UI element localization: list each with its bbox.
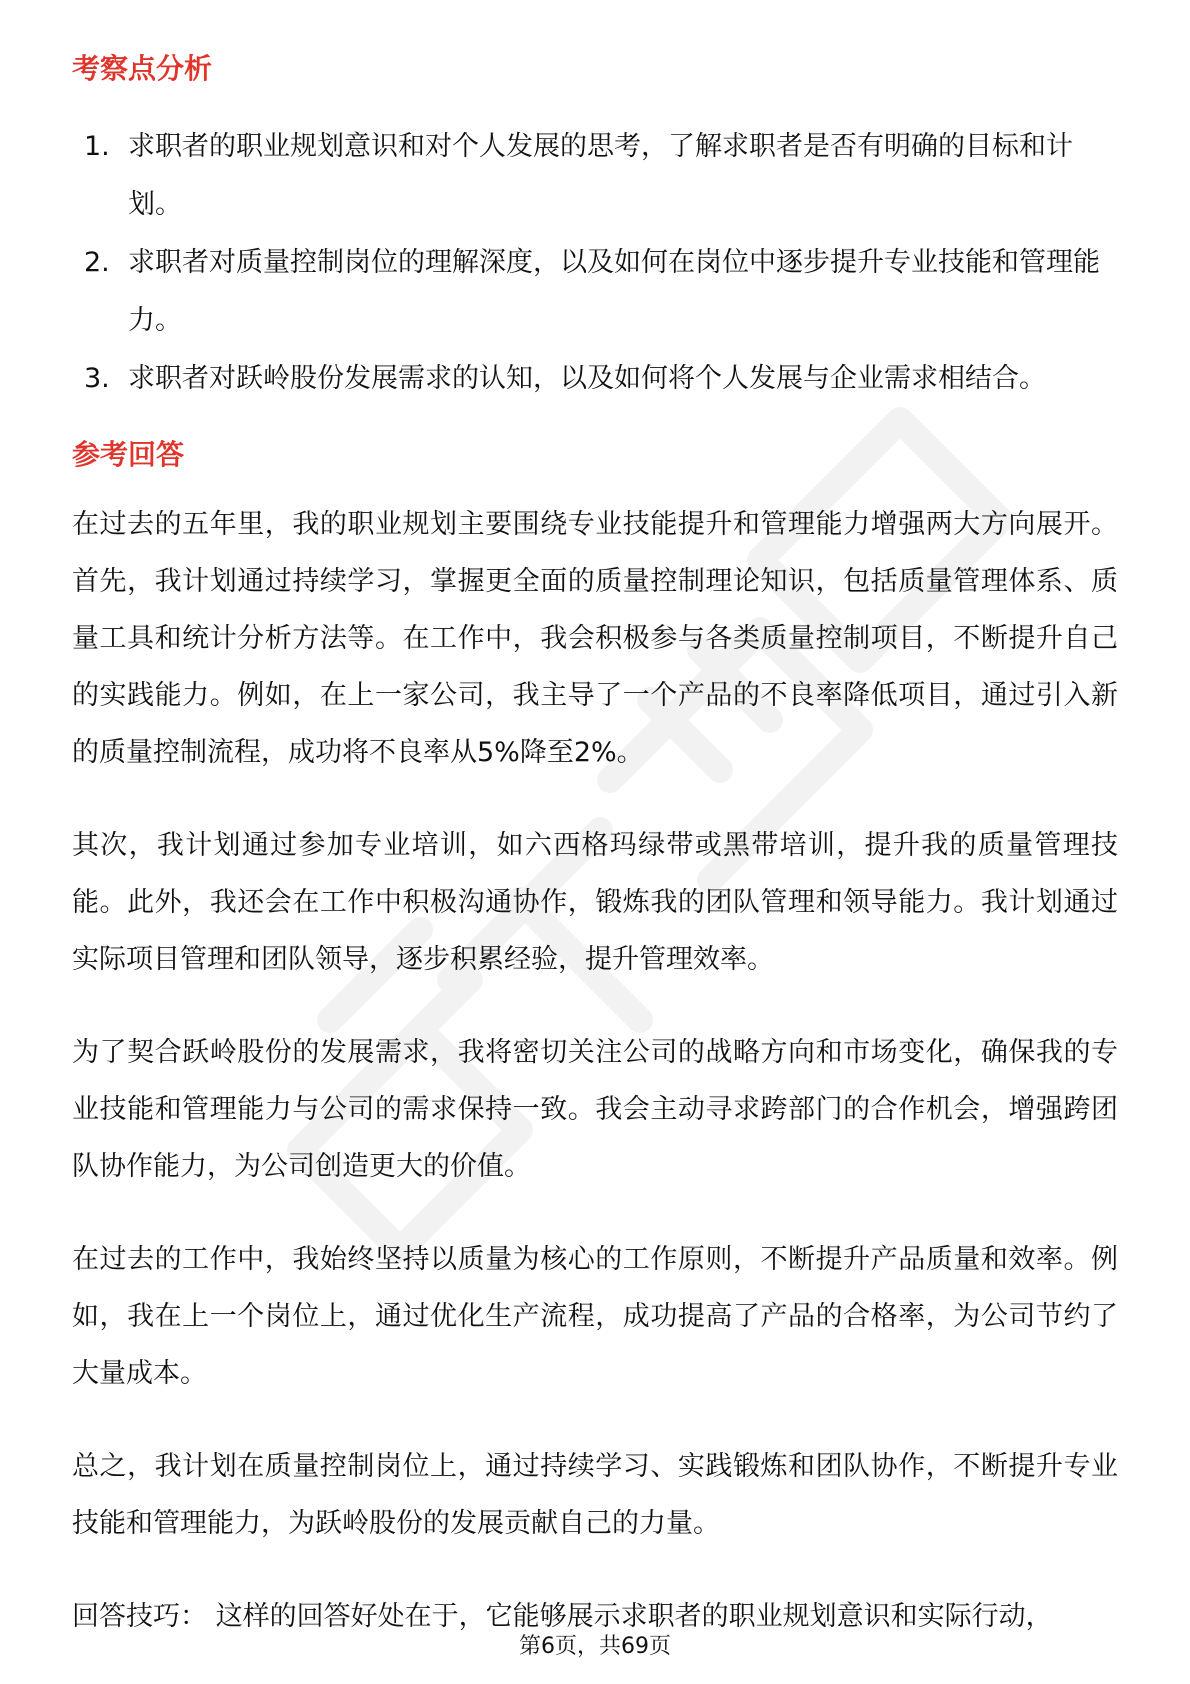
answer-heading: 参考回答 bbox=[72, 438, 185, 471]
answer-paragraph: 总之，我计划在质量控制岗位上，通过持续学习、实践锻炼和团队协作，不断提升专业技能和管理能力，为跃岭股份的发展贡献自己的力量。 bbox=[72, 1451, 1118, 1539]
tips-paragraph: 回答技巧： 这样的回答好处在于，它能够展示求职者的职业规划意识和实际行动， bbox=[72, 1601, 1053, 1632]
list-item-number: 1. bbox=[84, 131, 110, 162]
answer-paragraph: 为了契合跃岭股份的发展需求，我将密切关注公司的战略方向和市场变化，确保我的专业技能和管理能力与公司的需求保持一致。我会主动寻求跨部门的合作机会，增强跨团队协作能力，为公司创造更大的价值。 bbox=[72, 1037, 1118, 1182]
list-item bbox=[72, 350, 1118, 408]
list-item-number: 2. bbox=[84, 247, 110, 278]
answer-paragraph: 其次，我计划通过参加专业培训，如六西格玛绿带或黑带培训，提升我的质量管理技能。此外，我还会在工作中积极沟通协作，锻炼我的团队管理和领导能力。我计划通过实际项目管理和团队领导，逐步积累经验，提升管理效率。 bbox=[72, 830, 1118, 975]
list-item bbox=[72, 118, 1118, 234]
list-item-text: 求职者对跃岭股份发展需求的认知，以及如何将个人发展与企业需求相结合。 bbox=[128, 363, 1046, 394]
answer-paragraph: 在过去的五年里，我的职业规划主要围绕专业技能提升和管理能力增强两大方向展开。首先，我计划通过持续学习，掌握更全面的质量控制理论知识，包括质量管理体系、质量工具和统计分析方法等。在工作中，我会积极参与各类质量控制项目，不断提升自己的实践能力。例如，在上一家公司，我主导了一个产品的不良率降低项目，通过引入新的质量控制流程，成功将不良率从5%降至2%。 bbox=[72, 509, 1118, 768]
answer-paragraph: 在过去的工作中，我始终坚持以质量为核心的工作原则，不断提升产品质量和效率。例如，我在上一个岗位上，通过优化生产流程，成功提高了产品的合格率，为公司节约了大量成本。 bbox=[72, 1244, 1118, 1389]
page-number: 第6页，共69页 bbox=[519, 1634, 671, 1659]
list-item bbox=[72, 234, 1118, 350]
analysis-list bbox=[72, 118, 1118, 408]
analysis-heading: 考察点分析 bbox=[72, 52, 213, 85]
document-content bbox=[72, 44, 1118, 1681]
list-item-text: 求职者的职业规划意识和对个人发展的思考，了解求职者是否有明确的目标和计划。 bbox=[128, 131, 1073, 220]
list-item-number: 3. bbox=[84, 363, 110, 394]
list-item-text: 求职者对质量控制岗位的理解深度，以及如何在岗位中逐步提升专业技能和管理能力。 bbox=[128, 247, 1100, 336]
